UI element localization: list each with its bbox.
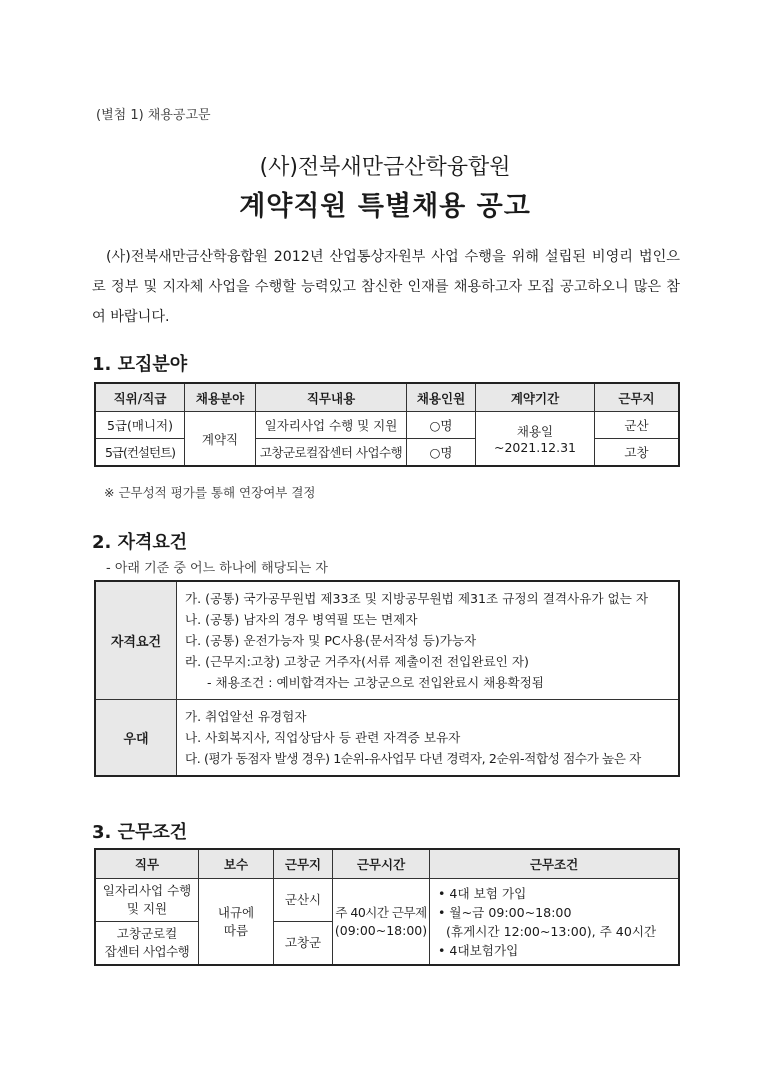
header-duty: 직무내용	[256, 383, 407, 412]
list-item: 나. 사회복지사, 직업상담사 등 관련 자격증 보유자	[185, 730, 461, 745]
job-line: 고창군로컬	[116, 926, 178, 941]
table-header-row	[95, 383, 679, 412]
list-item: - 채용조건 : 예비합격자는 고창군으로 전입완료시 채용확정됨	[207, 675, 544, 690]
list-item: • 4대보험가입	[438, 942, 519, 958]
section2-heading: 2. 자격요건	[92, 532, 188, 553]
preference-list	[177, 700, 680, 777]
preference-label: 우대	[95, 700, 177, 777]
cell-location: 고창군	[274, 922, 333, 966]
list-item: • 월~금 09:00~18:00	[438, 904, 572, 920]
cell-period: 채용일~2021.12.31	[476, 412, 595, 467]
cell-location: 고창	[595, 439, 680, 467]
pay-line: 따름	[223, 922, 249, 938]
pay-line: 내규에	[217, 904, 255, 920]
cell-count: ○명	[407, 439, 476, 467]
cell-location: 군산	[595, 412, 680, 439]
cell-duty: 고창군로컬잡센터 사업수행	[256, 439, 407, 467]
job-line: 일자리사업 수행	[102, 883, 192, 898]
list-item: 가. (공통) 국가공무원법 제33조 및 지방공무원법 제31조 규정의 결격사유가 없는 자	[185, 591, 649, 606]
qualification-table	[94, 580, 680, 777]
header-hours: 근무시간	[333, 849, 430, 879]
header-field: 채용분야	[185, 383, 256, 412]
header-job: 직무	[95, 849, 199, 879]
qualification-row	[95, 581, 679, 700]
cell-count: ○명	[407, 412, 476, 439]
list-item: 다. (공통) 운전가능자 및 PC사용(문서작성 등)가능자	[185, 633, 477, 648]
header-position: 직위/직급	[95, 383, 185, 412]
list-item: 라. (근무지:고창) 고창군 거주자(서류 제출이전 전입완료인 자)	[185, 654, 529, 669]
section1-heading: 1. 모집분야	[92, 354, 188, 375]
table-header-row	[95, 849, 679, 879]
intro-paragraph	[92, 242, 680, 332]
cell-job	[95, 922, 199, 966]
list-item: • 4대 보험 가입	[438, 885, 527, 901]
list-item: 다. (평가 동점자 발생 경우) 1순위-유사업무 다년 경력자, 2순위-적합성 점수가 높은 자	[185, 751, 641, 766]
header-location: 근무지	[595, 383, 680, 412]
preference-row	[95, 700, 679, 777]
organization-name: (사)전북새만금산학융합원	[259, 155, 511, 180]
extension-note: ※ 근무성적 평가를 통해 연장여부 결정	[104, 485, 316, 500]
cell-location: 군산시	[274, 879, 333, 922]
header-pay: 보수	[199, 849, 274, 879]
attachment-label: (별첨 1) 채용공고문	[96, 108, 211, 123]
cell-duty: 일자리사업 수행 및 지원	[256, 412, 407, 439]
cell-conditions	[430, 879, 680, 966]
header-period: 계약기간	[476, 383, 595, 412]
hours-line: (09:00~18:00)	[334, 922, 428, 938]
list-item: (휴게시간 12:00~13:00), 주 40시간	[446, 923, 657, 939]
job-line: 잡센터 사업수행	[104, 944, 190, 959]
work-conditions-table	[94, 848, 680, 966]
header-location: 근무지	[274, 849, 333, 879]
job-line: 및 지원	[126, 901, 168, 916]
table-row	[95, 412, 679, 439]
section3-heading: 3. 근무조건	[92, 822, 188, 843]
list-item: 가. 취업알선 유경험자	[185, 709, 307, 724]
cell-job	[95, 879, 199, 922]
cell-position: 5급(매니저)	[95, 412, 185, 439]
table-row	[95, 879, 679, 922]
section2-subtitle: - 아래 기준 중 어느 하나에 해당되는 자	[106, 561, 328, 576]
hours-line: 주 40시간 근무제	[335, 904, 427, 920]
cell-position: 5급(컨설턴트)	[95, 439, 185, 467]
cell-hours	[333, 879, 430, 966]
page-title: 계약직원 특별채용 공고	[239, 191, 531, 222]
qualification-list	[177, 581, 680, 700]
recruitment-table	[94, 382, 680, 467]
cell-field: 계약직	[185, 412, 256, 467]
list-item: 나. (공통) 남자의 경우 병역필 또는 면제자	[185, 612, 418, 627]
cell-pay	[199, 879, 274, 966]
intro-text: (사)전북새만금산학융합원 2012년 산업통상자원부 사업 수행을 위해 설립된 비영리 법인으로 정부 및 지자체 사업을 수행할 능력있고 참신한 인재를 채용하고자 모집 공고하오니 많은 참여 바랍니다.	[92, 249, 680, 325]
qualification-label: 자격요건	[95, 581, 177, 700]
header-count: 채용인원	[407, 383, 476, 412]
header-conditions: 근무조건	[430, 849, 680, 879]
